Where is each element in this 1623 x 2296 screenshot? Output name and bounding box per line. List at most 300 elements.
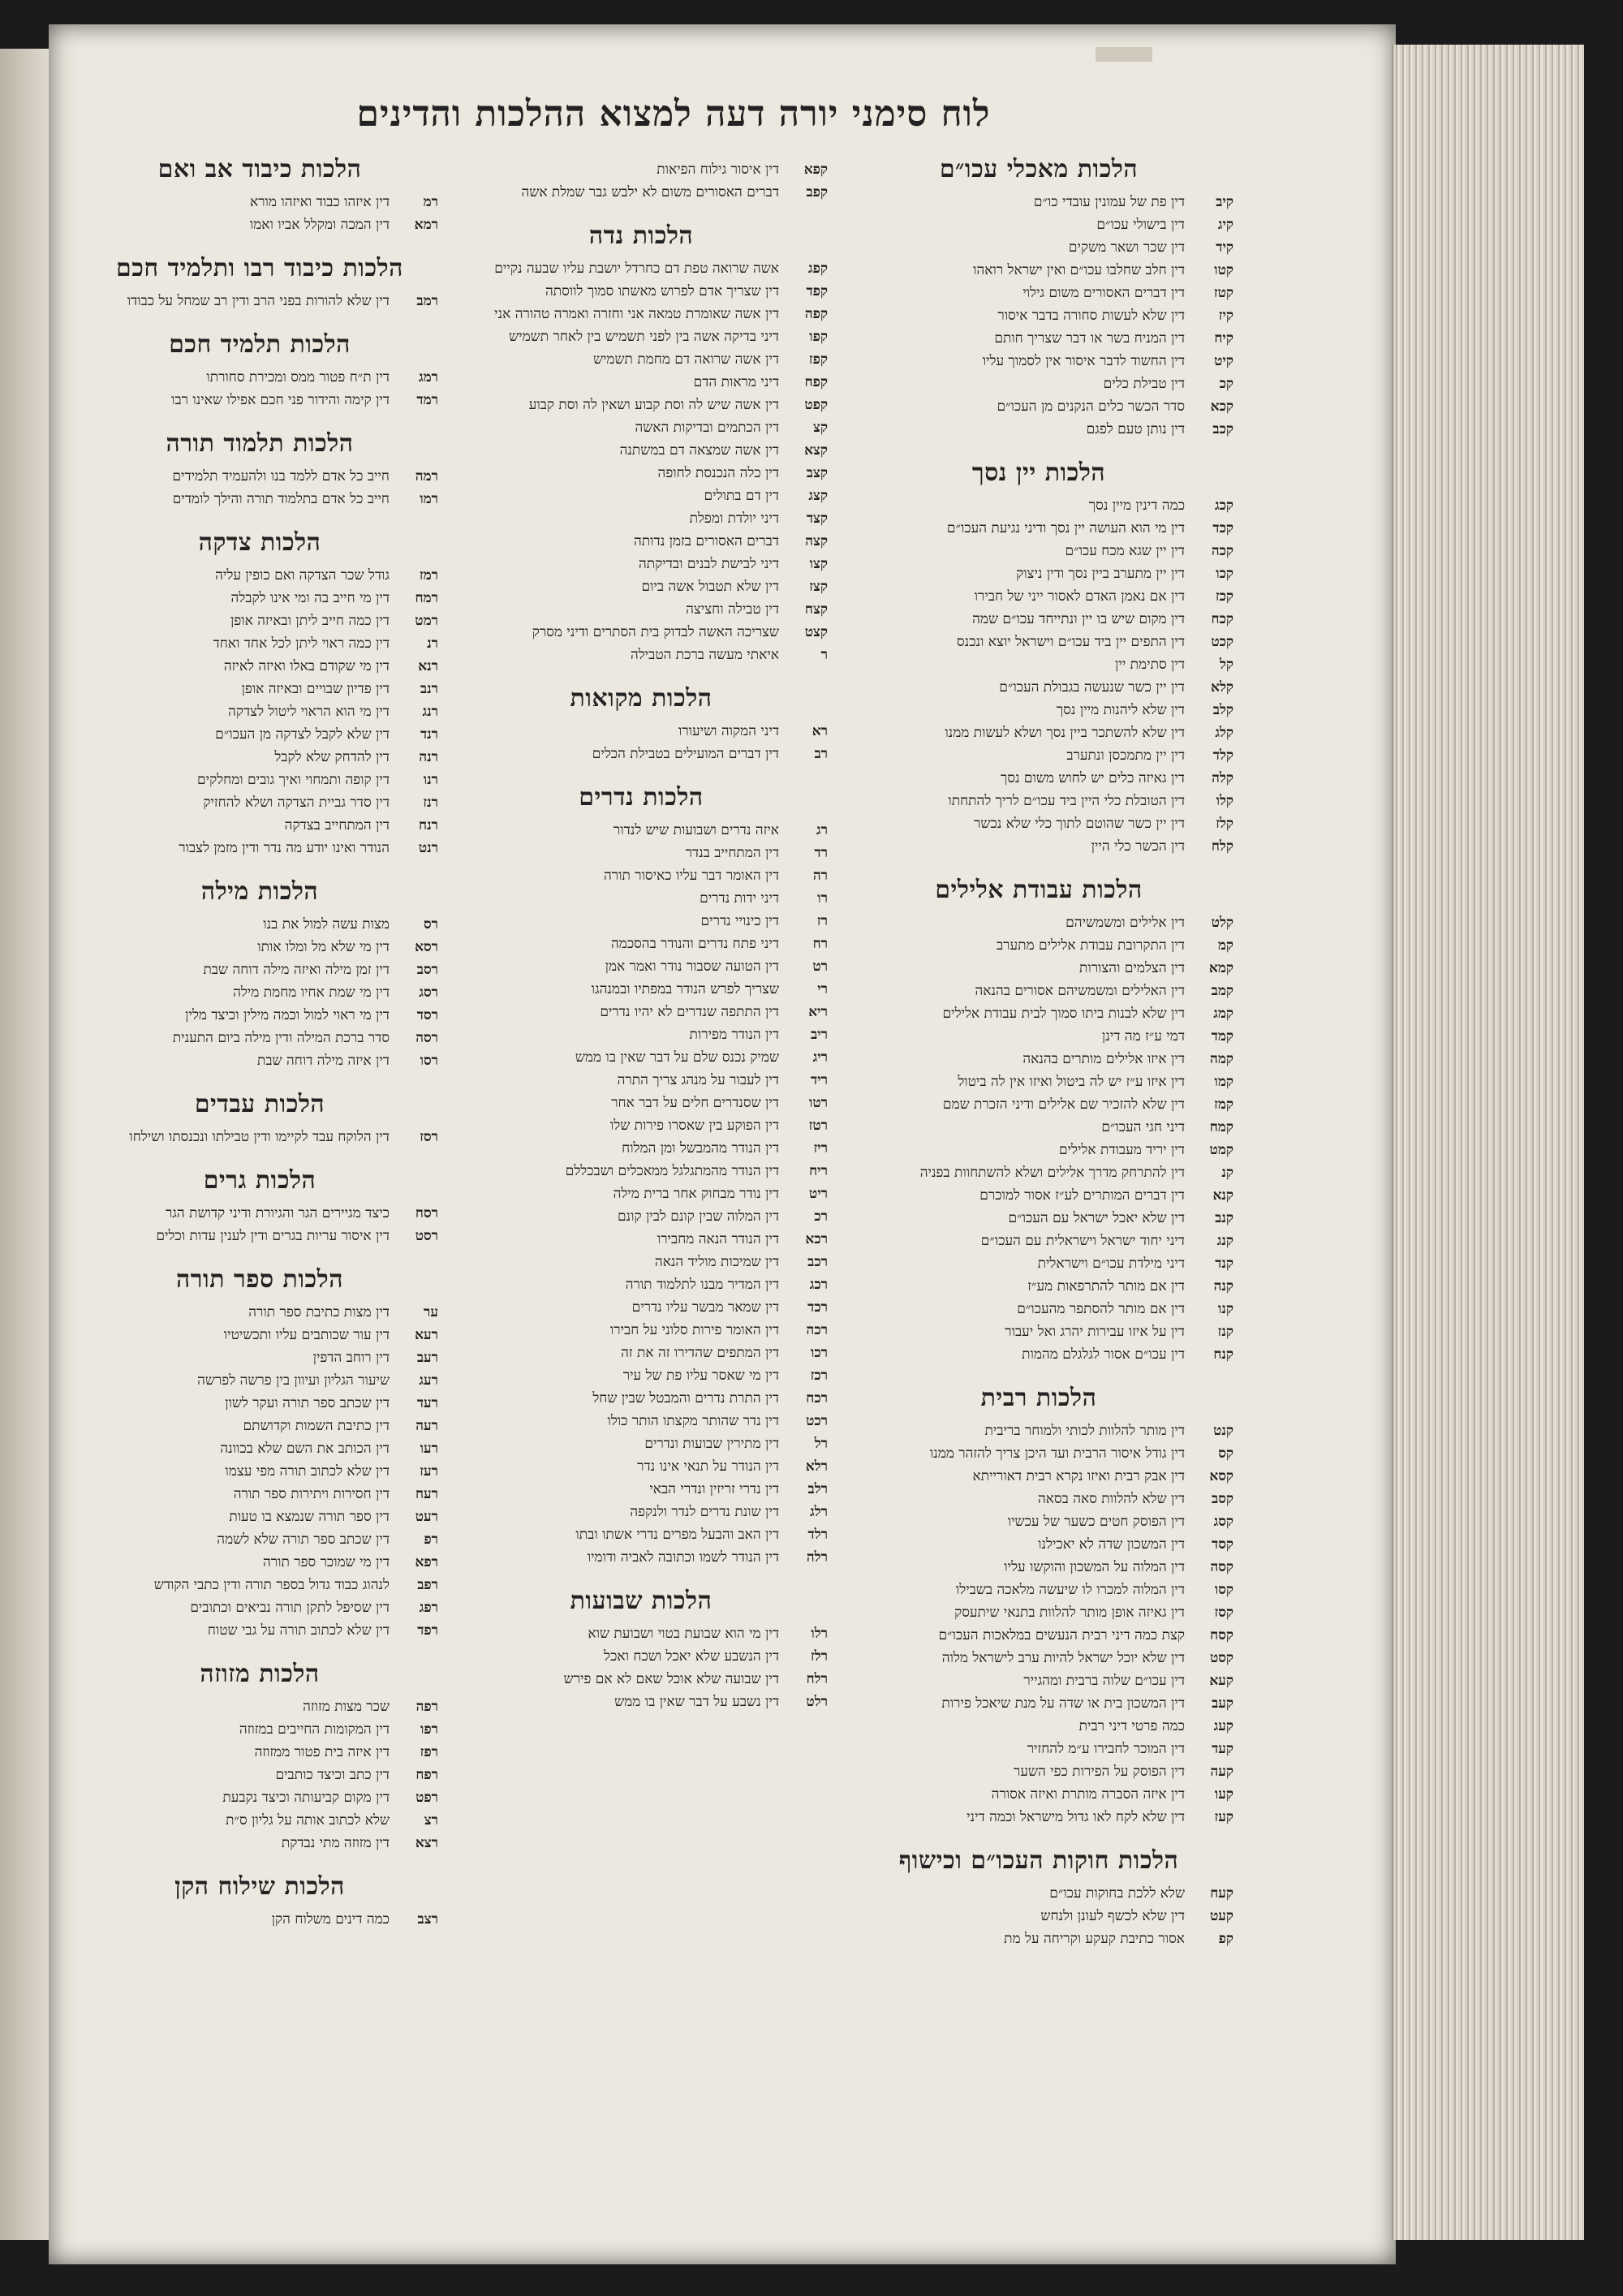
- index-entry: [844, 418, 1233, 441]
- entry-text: דין המתפים שהדירו זה את זה: [621, 1345, 779, 1361]
- entry-text: דין גאיזה כלים יש לחוש משום נסך: [1000, 770, 1185, 786]
- index-entry: [844, 699, 1233, 722]
- entry-text: דיני מראות הדם: [693, 374, 779, 390]
- index-entry: [454, 1387, 828, 1410]
- entry-text: דין אשה שאומרת טמאה אני וחזרה ואמרה טהורה אני: [494, 306, 779, 322]
- siman-number: קכה: [1211, 543, 1233, 559]
- entry-text: דין המשכון בית או שדה על מנת שיאכל פירות: [941, 1695, 1185, 1712]
- entry-text: קצת כמה דיני רבית הנעשים במלאכות העכו״ם: [938, 1627, 1185, 1643]
- index-entry: [844, 282, 1233, 304]
- index-entry: [454, 553, 828, 575]
- entry-text: דין סתימת יין: [1115, 657, 1185, 673]
- entry-text: דין הנודר הנאה מחבירו: [657, 1231, 779, 1247]
- entry-text: דין שלא לכתוב תורה על גבי שטוח: [207, 1622, 390, 1639]
- siman-number: קפו: [809, 329, 828, 345]
- siman-number: רמ: [423, 194, 438, 210]
- entry-text: דין הפוסק חטים כשער של עכשיו: [1007, 1514, 1185, 1530]
- index-entry: [81, 213, 438, 236]
- siman-number: רמט: [415, 613, 438, 629]
- index-entry: [454, 158, 828, 181]
- entry-text: דין אם מותר להתרפאות מע״ז: [1027, 1278, 1185, 1294]
- entry-text: דין יין מתערב ביין נסך ודין ניצוק: [1016, 566, 1185, 582]
- index-entry: [844, 1025, 1233, 1048]
- index-entry: [844, 540, 1233, 562]
- siman-number: קלז: [1216, 816, 1233, 832]
- entry-text: שמיק נכנס שלם על דבר שאין בו ממש: [575, 1049, 779, 1066]
- index-entry: [844, 1465, 1233, 1488]
- section-heading: הלכות כיבוד רבו ותלמיד חכם: [116, 254, 403, 282]
- siman-number: רנט: [418, 840, 438, 856]
- section-heading: הלכות גרים: [203, 1166, 316, 1195]
- entry-text: דין עכו״ם אסור לגלגלם מהמות: [1022, 1346, 1185, 1363]
- entry-text: דיני ידות נדרים: [700, 890, 779, 907]
- entry-text: לנהוג כבוד גדול בספר תורה ודין כתבי הקודש: [153, 1577, 390, 1593]
- siman-number: רטז: [808, 1118, 828, 1134]
- siman-number: קעא: [1209, 1673, 1233, 1689]
- siman-number: קמו: [1214, 1074, 1233, 1090]
- page-edge-mark: [1096, 47, 1152, 62]
- siman-number: רפח: [415, 1767, 438, 1783]
- entry-text: דין התקרובת עבודת אלילים מתערב: [996, 937, 1185, 954]
- siman-number: רטו: [809, 1095, 828, 1111]
- siman-number: רעו: [420, 1441, 438, 1457]
- siman-number: קסז: [1214, 1605, 1233, 1621]
- index-entry: [844, 1533, 1233, 1556]
- index-entry: [454, 1455, 828, 1478]
- index-entry: [81, 389, 438, 411]
- entry-text: דין גאיזה אופן מותר להלוות בתנאי שיתעסק: [954, 1605, 1185, 1621]
- siman-number: קמד: [1211, 1028, 1233, 1045]
- siman-number: רפ: [424, 1531, 438, 1548]
- entry-text: דין אם נאמן האדם לאסור ייני של חבירו: [974, 588, 1185, 605]
- index-entry: [844, 631, 1233, 653]
- index-entry: [81, 1126, 438, 1148]
- index-entry: [844, 653, 1233, 676]
- siman-number: קכז: [1215, 588, 1233, 605]
- entry-text: דין טבילה וחציצה: [686, 601, 779, 618]
- index-entry: [844, 1601, 1233, 1624]
- entry-text: דין איזה מילה דוחה שבת: [257, 1053, 390, 1069]
- siman-number: קיז: [1218, 308, 1233, 324]
- siman-number: רסג: [419, 984, 438, 1001]
- siman-number: רצא: [415, 1835, 438, 1851]
- entry-text: דין המדיר מבנו לתלמוד תורה: [625, 1277, 779, 1293]
- entry-text: דין שלא תטבול אשה ביום: [641, 579, 779, 595]
- siman-number: קצח: [804, 601, 828, 618]
- siman-number: רכו: [810, 1345, 828, 1361]
- index-entry: [844, 1928, 1233, 1950]
- siman-number: קסו: [1214, 1582, 1233, 1598]
- siman-number: רנו: [423, 772, 438, 788]
- index-entry: [81, 1483, 438, 1506]
- index-entry: [844, 1624, 1233, 1647]
- entry-text: דין האלילים ומשמשיהם אסורים בהנאה: [975, 983, 1185, 999]
- entry-text: דין מצות כתיבת ספר תורה: [248, 1304, 390, 1320]
- siman-number: קמ: [1217, 937, 1233, 954]
- index-entry: [81, 488, 438, 510]
- index-entry: [454, 933, 828, 955]
- index-entry: [81, 1551, 438, 1574]
- index-entry: [81, 678, 438, 700]
- entry-text: דין יין מתמכסן ונתערב: [1066, 747, 1185, 764]
- siman-number: ר: [820, 647, 828, 663]
- index-entry: [81, 936, 438, 958]
- siman-number: רח: [812, 936, 828, 952]
- siman-number: רעז: [420, 1463, 438, 1480]
- entry-text: דין ספר תורה שנמצא בו טעות: [229, 1509, 390, 1525]
- siman-number: ריג: [812, 1049, 828, 1066]
- siman-number: קנד: [1215, 1256, 1233, 1272]
- index-entry: [81, 1786, 438, 1809]
- siman-number: קצו: [809, 556, 828, 572]
- entry-text: שלא לכתוב אותה על גליון ס״ת: [226, 1812, 390, 1829]
- entry-text: כמה דינים משלוח הקן: [271, 1911, 390, 1928]
- index-entry: [454, 864, 828, 887]
- index-entry: [844, 1070, 1233, 1093]
- siman-number: קסט: [1209, 1650, 1233, 1666]
- index-entry: [81, 1741, 438, 1764]
- entry-text: דין איזהו כבוד ואיזהו מורא: [250, 194, 390, 210]
- index-entry: [844, 676, 1233, 699]
- siman-number: קסה: [1210, 1559, 1233, 1575]
- index-entry: [81, 1460, 438, 1483]
- index-entry: [454, 1023, 828, 1046]
- index-entry: [81, 1004, 438, 1027]
- index-entry: [844, 1184, 1233, 1207]
- siman-number: קכ: [1219, 376, 1233, 392]
- entry-text: דין המקומות החייבים במזוזה: [239, 1721, 390, 1738]
- index-entry: [454, 842, 828, 864]
- entry-text: דין מתירין שבועות ונדרים: [644, 1436, 779, 1452]
- siman-number: רצ: [424, 1812, 438, 1829]
- entry-text: דין האב והבעל מפרים נדרי אשתו ובתו: [575, 1527, 779, 1543]
- siman-number: רו: [817, 890, 828, 907]
- siman-number: רמג: [418, 369, 438, 386]
- index-entry: [844, 1343, 1233, 1366]
- index-entry: [454, 743, 828, 765]
- siman-number: קצג: [808, 488, 828, 504]
- siman-number: קעו: [1214, 1786, 1233, 1803]
- index-entry: [844, 1579, 1233, 1601]
- index-entry: [81, 746, 438, 769]
- siman-number: קיב: [1216, 194, 1233, 210]
- index-entry: [844, 1510, 1233, 1533]
- entry-text: דין שלא ליהנות מיין נסך: [1056, 702, 1185, 718]
- siman-number: קיד: [1216, 239, 1233, 256]
- entry-text: דין כמה חייב ליתן ובאיזה אופן: [230, 613, 390, 629]
- index-entry: [81, 1369, 438, 1392]
- entry-text: דין שכר ושאר משקים: [1068, 239, 1185, 256]
- index-entry: [844, 1442, 1233, 1465]
- index-entry: [844, 812, 1233, 835]
- index-entry: [844, 744, 1233, 767]
- index-entry: [454, 1046, 828, 1069]
- siman-number: קסח: [1210, 1627, 1233, 1643]
- section-heading: הלכות תלמוד תורה: [166, 429, 354, 458]
- entry-text: דיני פתח נדרים והנודר בהסכמה: [610, 936, 779, 952]
- index-entry: [844, 373, 1233, 395]
- index-entry: [81, 981, 438, 1004]
- section-heading: הלכות שבועות: [570, 1587, 712, 1615]
- index-entry: [454, 1273, 828, 1296]
- entry-text: דין נודר מבחוק אחר ברית מילה: [613, 1186, 779, 1202]
- index-entry: [844, 1806, 1233, 1829]
- index-entry: [81, 1528, 438, 1551]
- entry-text: דין אשה שרואה דם מחמת תשמיש: [592, 351, 779, 368]
- index-entry: [81, 1225, 438, 1247]
- siman-number: קעב: [1212, 1695, 1233, 1712]
- entry-text: דין כמה ראוי ליתן לכל אחד ואחד: [213, 635, 390, 652]
- entry-text: דיני מילדת עכו״ם וישראלית: [1037, 1256, 1185, 1272]
- siman-number: רנ: [427, 635, 438, 652]
- entry-text: דין שלא לקבל לצדקה מן העכו״ם: [215, 726, 390, 743]
- index-entry: [844, 767, 1233, 790]
- siman-number: רנא: [418, 658, 438, 674]
- index-entry: [454, 1501, 828, 1523]
- index-entry: [844, 259, 1233, 282]
- siman-number: קיח: [1214, 330, 1233, 347]
- siman-number: קנה: [1213, 1278, 1233, 1294]
- index-entry: [454, 181, 828, 204]
- entry-text: דין איסור עריות בגרים ודין לענין עדות וכלים: [156, 1228, 390, 1244]
- entry-text: דין נשבע על דבר שאין בו ממש: [614, 1694, 779, 1710]
- entry-text: דין הנשבע שלא יאכל ושכח ואכל: [604, 1648, 779, 1665]
- siman-number: קלג: [1215, 725, 1233, 741]
- index-entry: [844, 790, 1233, 812]
- index-entry: [454, 819, 828, 842]
- entry-text: דין מי הוא העושה יין נסך ודיני נגיעת העכו״ם: [946, 520, 1185, 536]
- entry-text: דין שלא להזכיר שם אלילים ודיני הזכרת שמם: [942, 1096, 1185, 1113]
- siman-number: רפה: [415, 1699, 438, 1715]
- index-entry: [844, 304, 1233, 327]
- siman-number: קלה: [1212, 770, 1233, 786]
- siman-number: רז: [816, 913, 828, 929]
- entry-text: דין רוחב הדפין: [312, 1350, 390, 1366]
- entry-text: דין שלא יוכל ישראל להיות ערב לישראל מלוה: [941, 1650, 1185, 1666]
- siman-number: רעב: [416, 1350, 438, 1366]
- entry-text: דין הפוסק על הפירות כפי השער: [1013, 1764, 1185, 1780]
- entry-text: דמי ע״ז מה דינן: [1101, 1028, 1185, 1045]
- index-entry: [81, 837, 438, 859]
- entry-text: דין המניח בשר או דבר שצריך חותם: [994, 330, 1185, 347]
- siman-number: קפג: [808, 261, 828, 277]
- section-heading: הלכות שילוח הקן: [174, 1872, 345, 1901]
- section-heading: הלכות נדרים: [579, 783, 704, 812]
- entry-text: דין הצלמים והצורות: [1078, 960, 1185, 976]
- entry-text: מצות עשה למול את בנו: [263, 916, 390, 933]
- entry-text: דיני המקוה ושיעורו: [678, 723, 779, 739]
- index-entry: [454, 1342, 828, 1364]
- siman-number: רמז: [419, 567, 438, 584]
- siman-number: קמג: [1213, 1006, 1233, 1022]
- index-entry: [81, 1346, 438, 1369]
- siman-number: ער: [424, 1304, 438, 1320]
- index-entry: [844, 1275, 1233, 1298]
- siman-number: קעד: [1212, 1741, 1233, 1757]
- index-entry: [844, 835, 1233, 858]
- siman-number: רלח: [806, 1671, 828, 1687]
- siman-number: רפג: [419, 1600, 438, 1616]
- siman-number: רנב: [420, 681, 438, 697]
- index-entry: [454, 1114, 828, 1137]
- index-entry: [454, 1092, 828, 1114]
- entry-text: דין המכה ומקלל אביו ואמו: [249, 217, 390, 233]
- siman-number: רפד: [417, 1622, 438, 1639]
- entry-text: דין איזה הסברה מותרת ואיזה אסורה: [991, 1786, 1185, 1803]
- entry-text: דין איזה בית פטור ממזוזה: [254, 1744, 390, 1760]
- index-entry: [844, 1298, 1233, 1320]
- index-entry: [844, 608, 1233, 631]
- index-entry: [81, 191, 438, 213]
- index-entry: [454, 416, 828, 439]
- siman-number: רסו: [420, 1053, 438, 1069]
- siman-number: קס: [1218, 1445, 1233, 1462]
- index-entry: [844, 1230, 1233, 1252]
- entry-text: דין פת של עמונין עובדי כו״ם: [1033, 194, 1185, 210]
- entry-text: דיני יולדת ומפלת: [689, 510, 779, 527]
- index-entry: [454, 1069, 828, 1092]
- siman-number: רכ: [814, 1208, 828, 1225]
- siman-number: רל: [814, 1436, 828, 1452]
- siman-number: קצ: [812, 420, 828, 436]
- entry-text: דין להתרחק מדרך אלילים ושלא להשתחוות בפניה: [919, 1165, 1185, 1181]
- entry-text: דין דם בתולים: [704, 488, 779, 504]
- siman-number: קצט: [804, 624, 828, 640]
- section-heading: הלכות ספר תורה: [176, 1265, 343, 1294]
- index-entry: [844, 1692, 1233, 1715]
- entry-text: דין כתב וכיצד כותבים: [275, 1767, 390, 1783]
- entry-text: דין התתפה שנדרים לא יהיו נדרים: [600, 1004, 779, 1020]
- index-entry: [844, 236, 1233, 259]
- siman-number: קלא: [1211, 679, 1233, 696]
- entry-text: דין שלא לכשף לעונן ולנחש: [1040, 1908, 1185, 1924]
- index-entry: [454, 1137, 828, 1160]
- entry-text: דין הנודר מהמבשל ומן המלוח: [622, 1140, 779, 1157]
- index-entry: [454, 1296, 828, 1319]
- siman-number: רסה: [415, 1030, 438, 1046]
- siman-number: רמה: [415, 468, 438, 485]
- entry-text: דין חלב שחלבו עכו״ם ואין ישראל רואהו: [973, 262, 1185, 278]
- siman-number: קסב: [1212, 1491, 1233, 1507]
- entry-text: דין להדחק שלא לקבל: [274, 749, 390, 765]
- entry-text: דין כינויי נדרים: [700, 913, 779, 929]
- entry-text: דין שסנדרים חלים על דבר אחר: [611, 1095, 779, 1111]
- siman-number: רפט: [415, 1790, 438, 1806]
- siman-number: רסד: [416, 1007, 438, 1023]
- entry-text: דין מזוזה מתי נבדקת: [281, 1835, 390, 1851]
- index-entry: [454, 978, 828, 1001]
- entry-text: חייב כל אדם ללמד בנו ולהעמיד תלמידים: [172, 468, 390, 485]
- index-entry: [81, 1301, 438, 1324]
- entry-text: דין מי הוא שבועת בטוי ושבועת שוא: [588, 1626, 779, 1642]
- section-heading: הלכות עבדים: [194, 1090, 325, 1118]
- index-entry: [844, 517, 1233, 540]
- entry-text: דין אבק רבית ואיזו נקרא רבית דאורייתא: [972, 1468, 1185, 1484]
- siman-number: קצז: [809, 579, 828, 595]
- index-entry: [844, 1882, 1233, 1905]
- index-entry: [844, 1207, 1233, 1230]
- entry-text: דין פדיון שבויים ובאיזה אופן: [241, 681, 390, 697]
- entry-text: דין הכשר כלי היין: [1091, 838, 1185, 855]
- section-heading: הלכות מקואות: [570, 684, 712, 713]
- siman-number: קעה: [1210, 1764, 1233, 1780]
- index-entry: [81, 564, 438, 587]
- index-entry: [454, 1410, 828, 1432]
- index-entry: [81, 958, 438, 981]
- entry-text: דין המוכר לחבירו ע״מ להחזיר: [1027, 1741, 1185, 1757]
- siman-number: קמח: [1209, 1119, 1233, 1135]
- entry-text: דין שכתב ספר תורה שלא לשמה: [217, 1531, 390, 1548]
- siman-number: קטז: [1213, 285, 1233, 301]
- siman-number: רכג: [809, 1277, 828, 1293]
- index-entry: [454, 575, 828, 598]
- siman-number: קלט: [1211, 915, 1233, 931]
- siman-number: רפא: [415, 1554, 438, 1570]
- index-entry: [81, 791, 438, 814]
- siman-number: קצד: [806, 510, 828, 527]
- siman-number: רצב: [417, 1911, 438, 1928]
- siman-number: קמב: [1211, 983, 1233, 999]
- siman-number: קפה: [804, 306, 828, 322]
- index-entry: [844, 350, 1233, 373]
- entry-text: דין מי שקודם באלו ואיזה לאיזה: [223, 658, 390, 674]
- siman-number: קמז: [1214, 1096, 1233, 1113]
- index-entry: [454, 1523, 828, 1546]
- entry-text: דין שלא לכתוב תורה מפי עצמו: [225, 1463, 390, 1480]
- siman-number: קכט: [1211, 634, 1233, 650]
- entry-text: דין סדר גביית הצדקה ושלא להחזיק: [203, 795, 390, 811]
- index-entry: [81, 1324, 438, 1346]
- entry-text: כיצד מגיירים הגר והגיורת ודיני קדושת הגר: [165, 1205, 390, 1221]
- siman-number: רלד: [807, 1527, 828, 1543]
- entry-text: דין שונת נדרים לנדר ולנקפה: [630, 1504, 779, 1520]
- index-entry: [844, 934, 1233, 957]
- entry-text: דין מי שמת אחיו מחמת מילה: [233, 984, 390, 1001]
- index-entry: [844, 1252, 1233, 1275]
- index-entry: [844, 1161, 1233, 1184]
- siman-number: רכב: [807, 1254, 828, 1270]
- entry-text: גודל שכר הצדקה ואם כופין עליה: [215, 567, 390, 584]
- siman-number: ריט: [808, 1186, 828, 1202]
- entry-text: דין איזו אלילים מותרים בהנאה: [1022, 1051, 1185, 1067]
- entry-text: דין על איזו עבירות יהרג ואל יעבור: [1005, 1324, 1185, 1340]
- siman-number: קצב: [806, 465, 828, 481]
- siman-number: רסא: [415, 939, 438, 955]
- entry-text: דין נותן טעם לפגם: [1086, 421, 1185, 437]
- entry-text: דין האומר דבר עליו כאיסור תורה: [603, 868, 779, 884]
- entry-text: דין קימה והידור פני חכם אפילו שאינו רבו: [171, 392, 390, 408]
- section-heading: הלכות מזוזה: [200, 1660, 320, 1688]
- section-heading: הלכות רבית: [980, 1384, 1097, 1412]
- siman-number: קפא: [803, 162, 828, 178]
- entry-text: דין דברים האסורים משום גילוי: [1022, 285, 1185, 301]
- entry-text: דין שלא להשתכר ביין נסך ושלא לעשות ממנו: [945, 725, 1185, 741]
- index-entry: [454, 598, 828, 621]
- index-entry: [844, 1419, 1233, 1442]
- page-edges: [1392, 45, 1584, 2240]
- entry-text: דברים האסורים משום לא ילבש גבר שמלת אשה: [521, 184, 779, 200]
- entry-text: הנודר ואינו יודע מה נדר ודין מזמן לצבור: [179, 840, 390, 856]
- index-entry: [454, 887, 828, 910]
- entry-text: דין איסור גילוח הפיאות: [657, 162, 779, 178]
- entry-text: דין איזו ע״ז יש לה ביטול ואיזו אין לה ביטול: [958, 1074, 1185, 1090]
- entry-text: דין הנודר לשמו וכתובה לאביה ודומיו: [587, 1549, 779, 1566]
- index-entry: [454, 1432, 828, 1455]
- entry-text: דין דברים המועילים בטבילת הכלים: [592, 746, 779, 762]
- siman-number: קצה: [805, 533, 828, 549]
- entry-text: דין קופה ותמחוי ואיך גובים ומחלקים: [197, 772, 390, 788]
- index-entry: [81, 610, 438, 632]
